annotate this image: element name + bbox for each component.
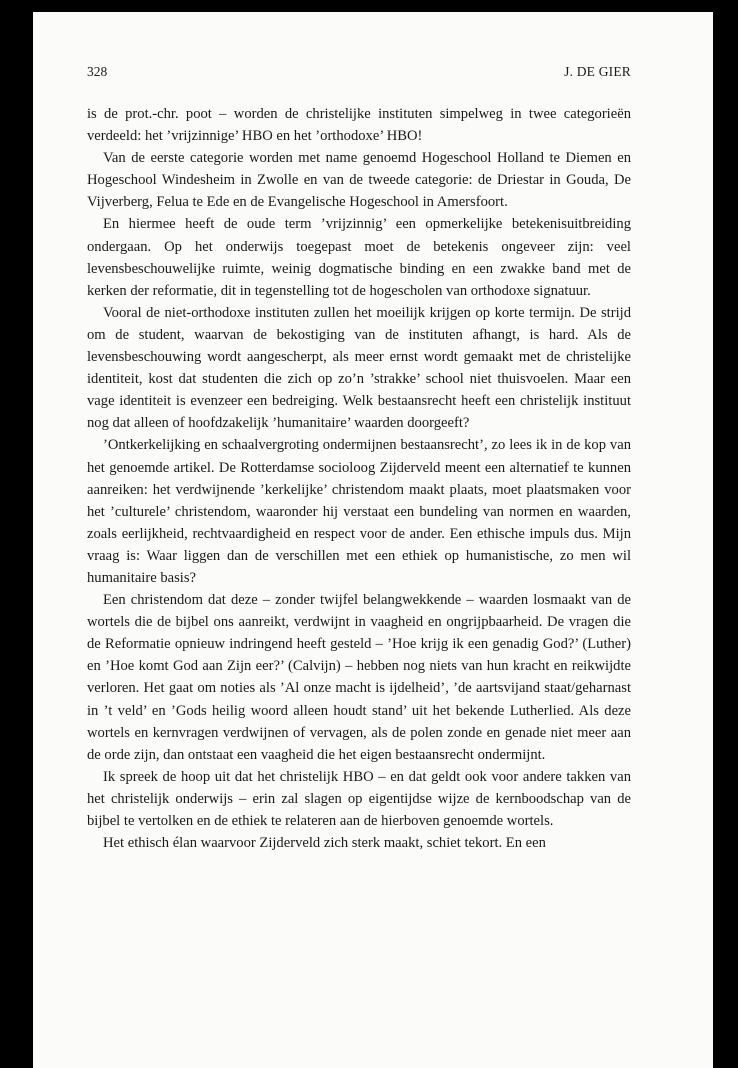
- paragraph-niet-orthodox: Vooral de niet-orthodoxe instituten zullen het moeilijk krijgen op korte termijn. De strijd om de student, waarvan de bekostiging van de instituten afhangt, is hard. Als de levensbeschouwing wordt aangescherpt, als meer ernst wordt gemaakt met de christelijke identiteit, kost dat studenten die zich op zo’n ’strakke’ school niet thuisvoelen. Maar een vage identiteit is evenzeer een bedreiging. Welk bestaansrecht heeft een christelijk instituut nog dat alleen of hoofdzakelijk ’humanitaire’ waarden doorgeeft?: [87, 304, 631, 432]
- body-text: [87, 103, 631, 854]
- paragraph-ethisch-elan: Het ethisch élan waarvoor Zijderveld zich sterk maakt, schiet tekort. En een: [103, 835, 546, 852]
- page-number: 328: [87, 64, 108, 79]
- paragraph-hoop: Ik spreek de hoop uit dat het christelijk HBO – en dat geldt ook voor andere takken van het christelijk onderwijs – erin zal slagen op eigentijdse wijze de kernboodschap van de bijbel te vertolken en de ethiek te relateren aan de hierboven genoemde wortels.: [87, 768, 631, 829]
- running-head: [87, 64, 631, 84]
- paragraph-categories: Van de eerste categorie worden met name genoemd Hogeschool Holland te Diemen en Hogeschool Windesheim in Zwolle en van de tweede categorie: de Driestar in Gouda, De Vijverberg, Felua te Ede en de Evangelische Hogeschool in Amersfoort.: [87, 150, 631, 211]
- paragraph-continuation: is de prot.-chr. poot – worden de christelijke instituten simpelweg in twee categorieën verdeeld: het ’vrijzinnige’ HBO en het ’orthodoxe’ HBO!: [87, 106, 631, 145]
- paragraph-christendom: Een christendom dat deze – zonder twijfel belangwekkende – waarden losmaakt van de wortels die de bijbel ons aanreikt, verdwijnt in vaagheid en ongrijpbaarheid. De vragen die de Reformatie opnieuw indringend heeft gesteld – ’Hoe krijg ik een genadig God?’ (Luther) en ’Hoe komt God aan Zijn eer?’ (Calvijn) – hebben nog niets van hun kracht en reikwijdte verloren. Het gaat om noties als ’Al onze macht is ijdelheid’, ’de aartsvijand staat/geharnast in ’t veld’ en ’Gods heilig woord alleen houdt stand’ uit het bekende Lutherlied. Als deze wortels en kernvragen verdwijnen of vervagen, als de polen zonde en genade niet meer aan de orde zijn, dan ontstaat een vaagheid die het eigen bestaansrecht ondermijnt.: [87, 592, 631, 763]
- paragraph-ontkerkelijking: ’Ontkerkelijking en schaalvergroting ondermijnen bestaansrecht’, zo lees ik in de kop van het genoemde artikel. De Rotterdamse socioloog Zijderveld meent een alternatief te kunnen aanreiken: het verdwijnende ’kerkelijke’ christendom maakt plaats, moet plaatsmaken voor het ’culturele’ christendom, waaronder hij verstaat een bundeling van normen en waarden, zoals eerlijkheid, rechtvaardigheid en respect voor de ander. Een ethische impuls dus. Mijn vraag is: Waar liggen dan de verschillen met een ethiek op humanistische, zo men wil humanitaire basis?: [87, 437, 631, 586]
- running-head-author: J. DE GIER: [564, 64, 631, 79]
- paragraph-vrijzinnig: En hiermee heeft de oude term ’vrijzinnig’ een opmerkelijke betekenisuitbreiding ondergaan. Op het onderwijs toegepast moet de betekenis ongeveer zijn: veel levensbeschouwelijke ruimte, weinig dogmatische binding en een zwakke band met de kerken der reformatie, dit in tegenstelling tot de hogescholen van orthodoxe signatuur.: [87, 216, 631, 299]
